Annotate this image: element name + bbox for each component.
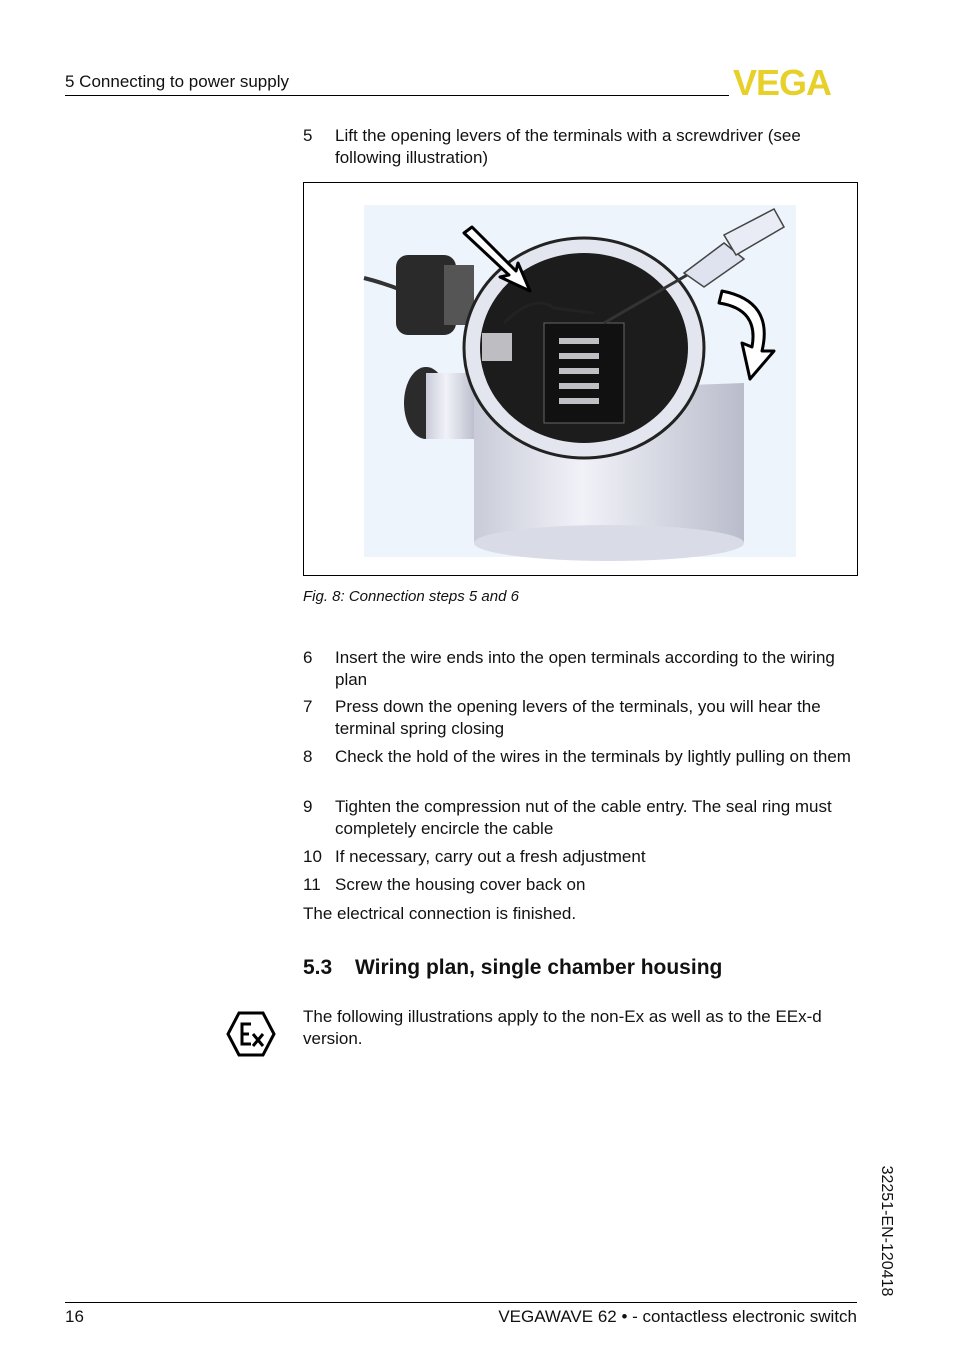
page-number: 16 [65,1307,84,1326]
footer-rule [65,1302,857,1303]
list-item [303,125,859,169]
step-text: Screw the housing cover back on [335,875,586,894]
section-title: Wiring plan, single chamber housing [355,956,723,979]
step-number: 7 [303,697,313,716]
footer-product: VEGAWAVE 62 • - contactless electronic switch [498,1307,857,1326]
conclusion-text: The electrical connection is finished. [303,904,577,923]
step-text: Check the hold of the wires in the terminals by lightly pulling on them [335,747,851,766]
step-text: Tighten the compression nut of the cable entry. The seal ring must completely encircle the cable [335,797,832,838]
section-heading [303,956,722,980]
step-number: 6 [303,648,313,667]
step-number: 10 [303,847,322,866]
step-number: 5 [303,126,313,145]
list-item [303,696,859,740]
figure-frame [303,182,858,576]
running-header: 5 Connecting to power supply [65,72,289,91]
step-number: 8 [303,747,313,766]
step-number: 9 [303,797,313,816]
list-item [303,846,859,868]
step-number: 11 [303,875,321,894]
header-rule [65,95,729,96]
ex-hexagon-icon [226,1011,276,1062]
step-text: Insert the wire ends into the open terminals according to the wiring plan [335,648,835,689]
ex-note: The following illustrations apply to the non-Ex as well as to the EEx-d version. [303,1007,822,1048]
list-item [303,796,859,840]
list-item [303,746,859,790]
vega-logo [733,64,857,103]
step-text: Press down the opening levers of the terminals, you will hear the terminal spring closing [335,697,821,738]
step-text: Lift the opening levers of the terminals with a screwdriver (see following illustration) [335,126,801,167]
list-item [303,647,859,691]
list-item [303,874,859,896]
figure-caption: Fig. 8: Connection steps 5 and 6 [303,588,519,605]
section-number: 5.3 [303,956,333,979]
step-text: If necessary, carry out a fresh adjustment [335,847,646,866]
document-id: 32251-EN-120418 [878,1165,895,1297]
svg-text:VEGA: VEGA [733,64,832,98]
connection-illustration [304,183,857,575]
